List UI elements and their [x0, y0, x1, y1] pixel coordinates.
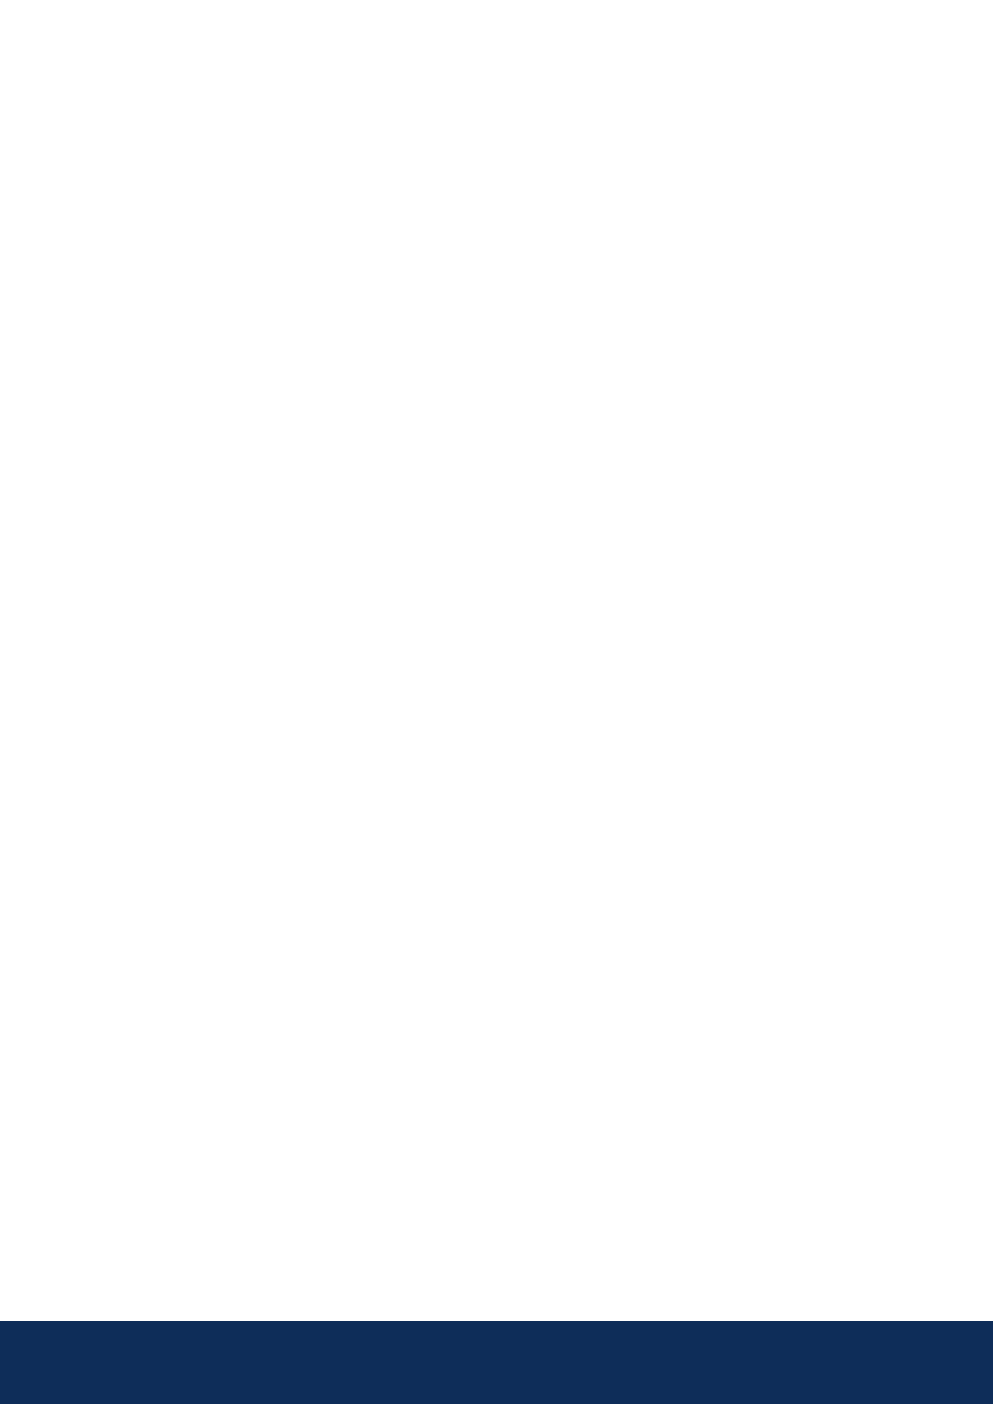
- page-footer: [0, 1321, 993, 1404]
- interleaver-matrix-table: [65, 102, 894, 441]
- interleaver-matrix-figure: [65, 94, 895, 449]
- article-body: [33, 30, 956, 487]
